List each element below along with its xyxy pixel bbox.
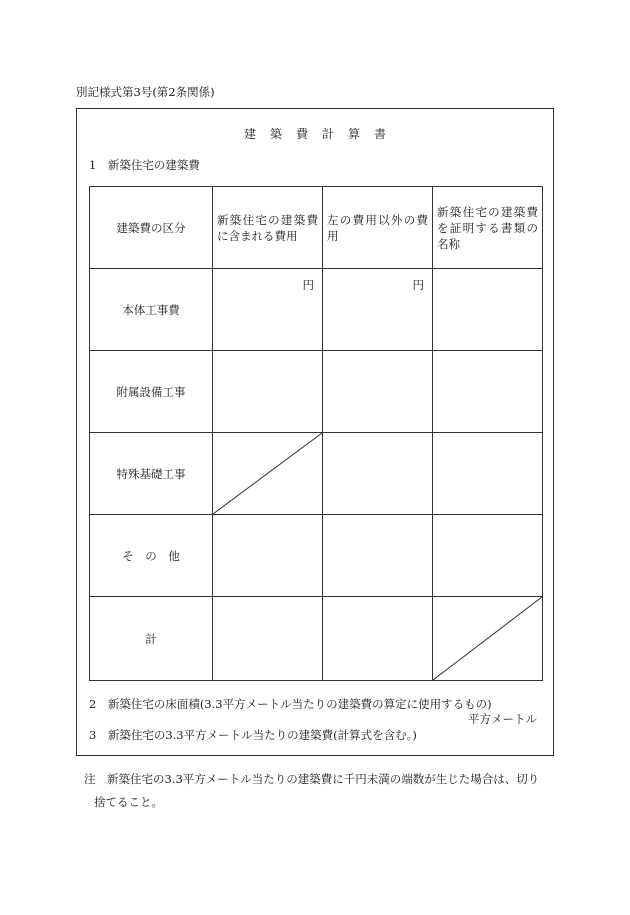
footnote-line-2: 捨てること。 (94, 795, 163, 809)
footnote-line-1: 注 新築住宅の3.3平方メートル当たりの建築費に千円未満の端数が生じた場合は、切り (84, 772, 540, 786)
cell-main-included[interactable] (213, 269, 323, 351)
yen-unit: 円 (412, 278, 424, 292)
cell-equipment-other[interactable] (323, 351, 433, 433)
cell-other-document[interactable] (433, 515, 543, 597)
section-1-heading: 1 新築住宅の建築費 (89, 158, 200, 172)
header-included-cost (213, 187, 323, 269)
cell-other-included[interactable] (213, 515, 323, 597)
table-row (90, 269, 543, 351)
cell-other-other[interactable] (323, 515, 433, 597)
cell-total-included[interactable] (213, 597, 323, 681)
construction-cost-table (89, 186, 543, 681)
diagonal-strike-line (433, 597, 542, 680)
cell-foundation-included-struck (213, 433, 323, 515)
row-label-special-foundation: 特殊基礎工事 (90, 433, 213, 515)
section-3-cost-per-unit: 3 新築住宅の3.3平方メートル当たりの建築費(計算式を含む。) (89, 728, 417, 742)
cell-total-other[interactable] (323, 597, 433, 681)
header-proof-document-text: 新築住宅の建築費を証明する書類の名称 (437, 204, 538, 251)
cell-foundation-document[interactable] (433, 433, 543, 515)
table-header-row (90, 187, 543, 269)
yen-unit: 円 (302, 278, 314, 292)
title-char: 築 (269, 127, 282, 141)
header-proof-document (433, 187, 543, 269)
row-label-other: そ の 他 (90, 515, 213, 597)
table-row (90, 515, 543, 597)
title-char: 建 (243, 127, 256, 141)
title-char: 算 (348, 127, 361, 141)
header-other-cost-text: 左の費用以外の費用 (327, 212, 428, 243)
cell-equipment-document[interactable] (433, 351, 543, 433)
title-char: 書 (374, 127, 387, 141)
document-title (0, 125, 630, 142)
header-other-cost (323, 187, 433, 269)
header-cost-category: 建築費の区分 (90, 187, 213, 269)
diagonal-strike-line (213, 433, 322, 514)
title-char: 計 (322, 127, 335, 141)
table-row (90, 351, 543, 433)
table-row-total (90, 597, 543, 681)
cell-total-document-struck (433, 597, 543, 681)
row-label-equipment: 附属設備工事 (90, 351, 213, 433)
cell-foundation-other[interactable] (323, 433, 433, 515)
cell-main-other[interactable] (323, 269, 433, 351)
section-2-floor-area: 2 新築住宅の床面積(3.3平方メートル当たりの建築費の算定に使用するもの) (89, 697, 492, 711)
cell-main-document[interactable] (433, 269, 543, 351)
form-number-header: 別記様式第3号(第2条関係) (76, 85, 215, 99)
row-label-total: 計 (90, 597, 213, 681)
title-char: 費 (295, 127, 308, 141)
header-included-cost-text: 新築住宅の建築費に含まれる費用 (217, 212, 318, 243)
table-row (90, 433, 543, 515)
floor-area-unit: 平方メートル (468, 712, 537, 726)
cell-equipment-included[interactable] (213, 351, 323, 433)
row-label-main-construction: 本体工事費 (90, 269, 213, 351)
footnote (84, 768, 564, 814)
